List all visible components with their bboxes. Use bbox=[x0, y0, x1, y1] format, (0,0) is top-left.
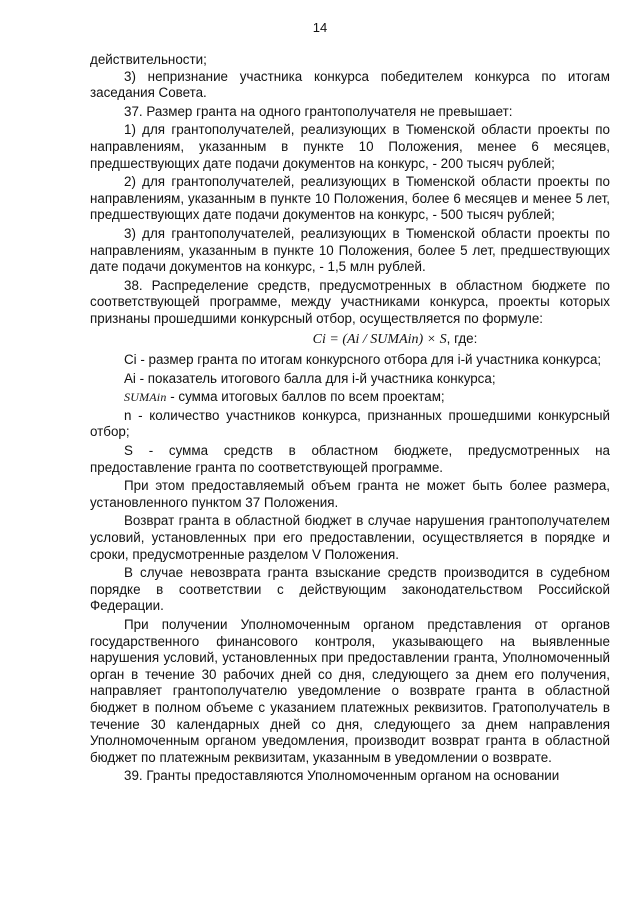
page-number: 14 bbox=[312, 20, 328, 35]
document-body bbox=[90, 52, 610, 785]
definition-s: S - сумма средств в областном бюджете, предусмотренных на предоставление гранта по соответствующей программе. bbox=[90, 443, 610, 475]
paragraph-37-item-2: 2) для грантополучателей, реализующих в Тюменской области проекты по направлениям, указанным в пункте 10 Положения, более 6 месяцев и менее 5 лет, предшествующих дате подачи документов на конкурс, - 500 тысяч рублей; bbox=[90, 174, 610, 223]
paragraph-non-return: В случае невозврата гранта взыскание средств производится в судебном порядке в соответствии с действующим законодательством Российской Федерации. bbox=[90, 565, 610, 614]
formula-expression: Ci = (Ai / SUMAin) × S bbox=[312, 331, 447, 347]
paragraph-grant-return: Возврат гранта в областной бюджет в случае нарушения грантополучателем условий, установленных при его предоставлении, осуществляется в порядке и сроки, предусмотренные разделом V Положения. bbox=[90, 513, 610, 562]
paragraph-39: 39. Гранты предоставляются Уполномоченным органом на основании bbox=[124, 768, 560, 784]
paragraph-38: 38. Распределение средств, предусмотренных в областном бюджете по соответствующей программе, между участниками конкурса, проекты которых признаны прошедшими конкурсный отбор, осуществляется по формуле: bbox=[90, 277, 610, 326]
suma-symbol: SUMAin bbox=[124, 390, 167, 405]
grant-formula bbox=[90, 331, 610, 349]
definition-ci: Сi - размер гранта по итогам конкурсного отбора для i-й участника конкурса; bbox=[124, 352, 602, 368]
definition-ai: Аi - показатель итогового балла для i-й участника конкурса; bbox=[124, 370, 496, 386]
paragraph-item-3-non-recognition: 3) непризнание участника конкурса победителем конкурса по итогам заседания Совета. bbox=[90, 68, 610, 101]
paragraph-37-item-1: 1) для грантополучателей, реализующих в Тюменской области проекты по направлениям, указанным в пункте 10 Положения, менее 6 месяцев, предшествующих дате подачи документов на конкурс, - 200 тысяч рублей; bbox=[90, 122, 610, 171]
paragraph-37-heading: 37. Размер гранта на одного грантополучателя не превышает: bbox=[124, 103, 513, 119]
paragraph-grant-limit: При этом предоставляемый объем гранта не может быть более размера, установленного пунктом 37 Положения. bbox=[90, 478, 610, 510]
paragraph-control-procedure: При получении Уполномоченным органом представления от органов государственного финансового контроля, указывающего на выявленные нарушения условий, установленных при предоставлении гранта, Уполномоченный орган в течение 30 рабочих дней со дня, следующего за днем его получения, направляет грантополучателю уведомление о возврате гранта в областной бюджет в полном объеме с указанием платежных реквизитов. Гратополучатель в течение 30 календарных дней со дня, следующего за днем направления Уполномоченным органом уведомления, производит возврат гранта в областной бюджет по платежным реквизитам, указанным в уведомлении о возврате. bbox=[90, 617, 610, 765]
definition-n: n - количество участников конкурса, признанных прошедшими конкурсный отбор; bbox=[90, 407, 610, 440]
paragraph-37-item-3: 3) для грантополучателей, реализующих в Тюменской области проекты по направлениям, указанным в пункте 10 Положения, более 5 лет, предшествующих дате подачи документов на конкурс, - 1,5 млн рублей. bbox=[90, 225, 610, 275]
definition-suma bbox=[90, 389, 610, 406]
formula-tail: , где: bbox=[446, 330, 478, 346]
definition-suma-text: - сумма итоговых баллов по всем проектам; bbox=[166, 389, 445, 405]
paragraph-continuation: действительности; bbox=[90, 52, 207, 67]
